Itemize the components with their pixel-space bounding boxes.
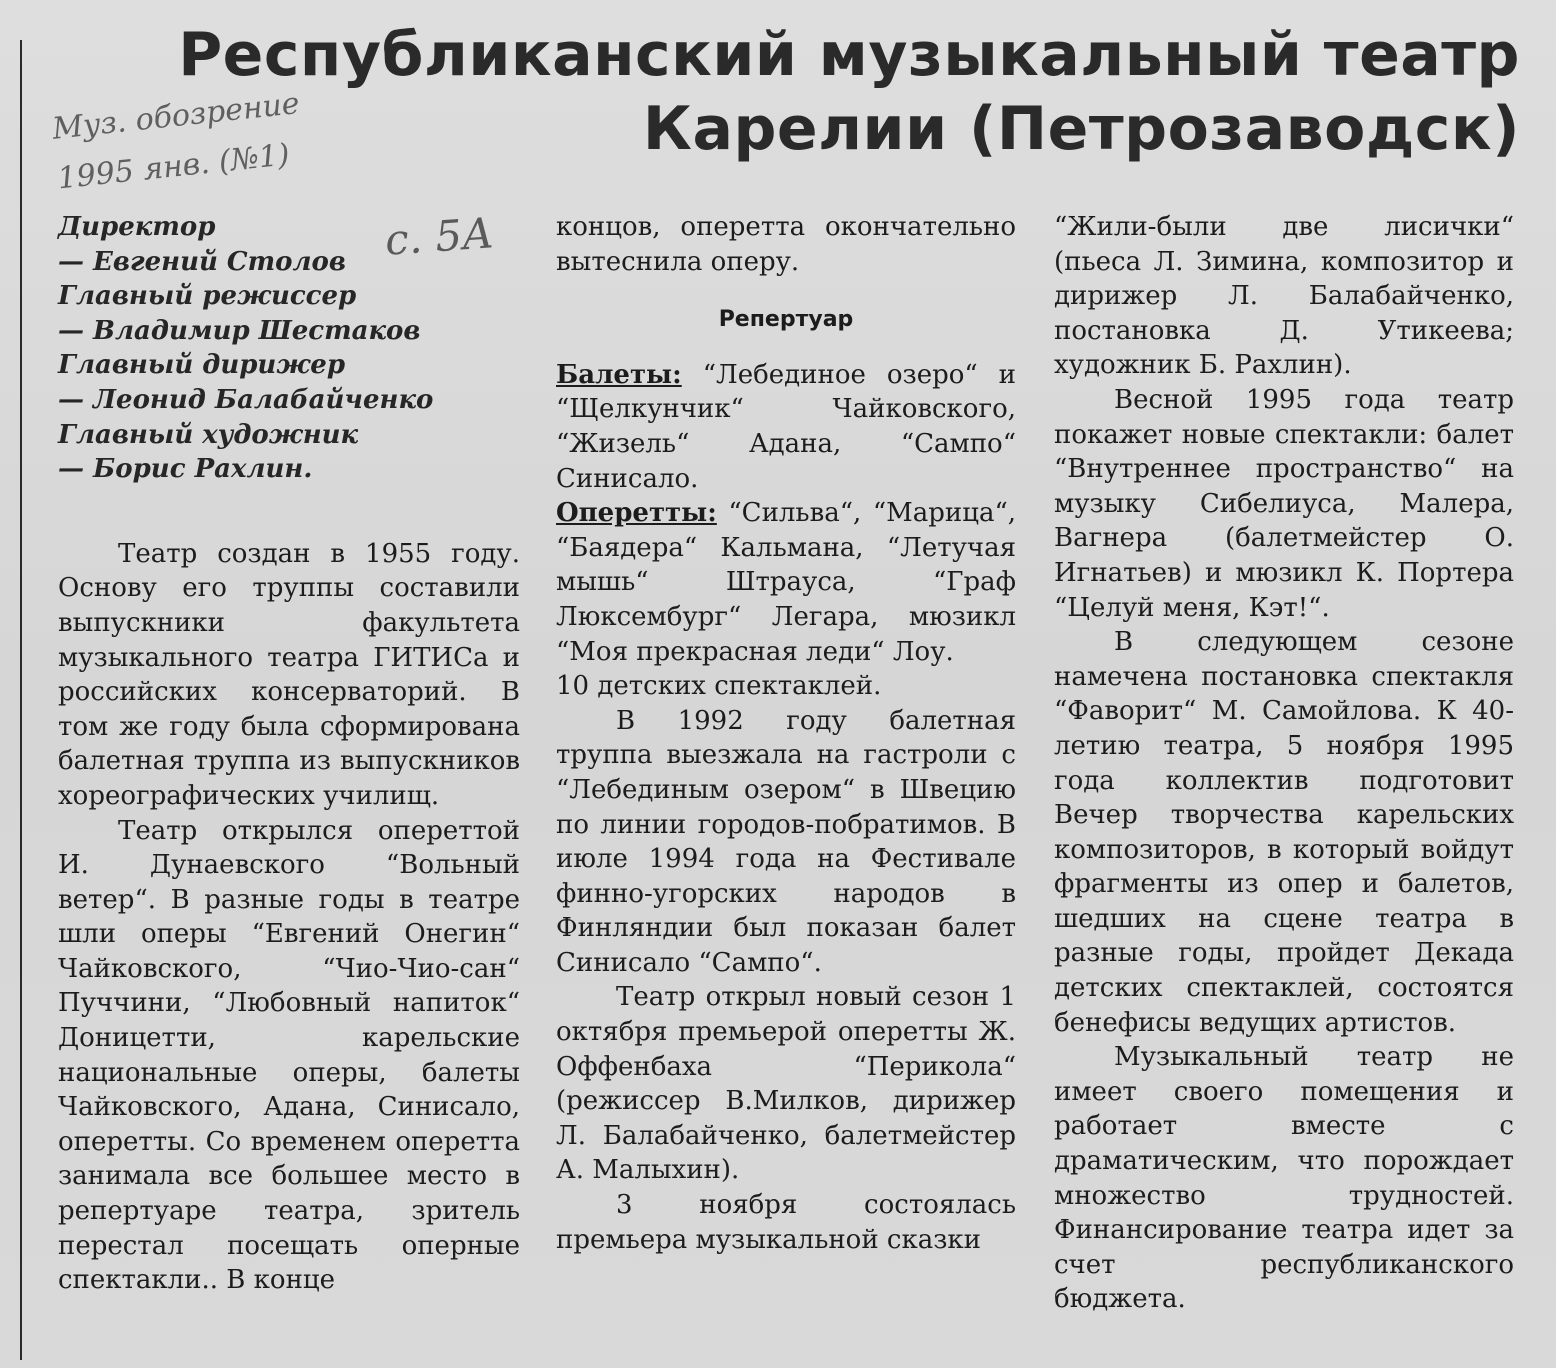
handwritten-page-ref: с. 5А <box>383 208 496 265</box>
staff-line: Директор <box>58 212 216 242</box>
operettas-text: “Сильва“, “Марица“, “Баядера“ Кальмана, “Летучая мышь“ Штрауса, “Граф Люксембург“ Легара, мюзикл “Моя прекрасная леди“ Лоу. <box>556 498 1016 667</box>
paragraph: концов, оперетта окончательно вытеснила оперу. <box>556 212 1016 277</box>
ballets-label: Балеты: <box>556 359 682 390</box>
handnote-line-2: 1995 янв. (№1) <box>55 137 292 197</box>
paragraph: 3 ноября состоялась премьера музыкальной сказки <box>556 1190 1016 1255</box>
repertoire-ballets <box>556 358 1016 496</box>
paragraph: “Жили-были две лисички“ (пьеса Л. Зимина, композитор и дирижер Л. Балабайченко, постановка Д. Утикеева; художник Б. Рахлин). <box>1054 212 1514 381</box>
staff-list <box>58 210 520 487</box>
ballets-text: “Лебединое озеро“ и “Щелкунчик“ Чайковского, “Жизель“ Адана, “Сампо“ Синисало. <box>556 359 1017 494</box>
section-heading-repertoire: Репертуар <box>718 307 854 333</box>
repertoire-children: 10 детских спектаклей. <box>556 671 882 702</box>
paragraph: Театр создан в 1955 году. Основу его труппы составили выпускники факультета музыкального театра ГИТИСа и российских консерваторий. В том же году была сформирована балетная труппа из выпускников хореографических училищ. <box>58 538 520 811</box>
headline-line-2: Карелии (Петрозаводск) <box>642 94 1520 164</box>
operettas-label: Оперетты: <box>556 498 717 529</box>
column-1 <box>58 210 520 1298</box>
repertoire-operettas <box>556 496 1016 669</box>
staff-line: — Евгений Столов <box>58 246 346 277</box>
paragraph: В следующем сезоне намечена постановка спектакля “Фаворит“ М. Самойлова. К 40-летию театра, 5 ноября 1995 года коллектив подготовит Вечер творчества карельских композиторов, в который войдут фрагменты из опер и балетов, шедших на сцене театра в разные годы, пройдет Декада детских спектаклей, состоятся бенефисы ведущих артистов. <box>1054 627 1514 1038</box>
paragraph: В 1992 году балетная труппа выезжала на гастроли с “Лебединым озером“ в Швецию по линии городов-побратимов. В июле 1994 года на Фестивале финно-угорских народов в Финляндии был показан балет Синисало “Сампо“. <box>556 705 1016 978</box>
column-2 <box>556 210 1016 1257</box>
staff-line: — Леонид Балабайченко <box>58 384 434 415</box>
headline-line-1: Республиканский музыкальный театр <box>178 20 1520 90</box>
staff-line: Главный режиссер <box>58 281 357 312</box>
paragraph: Весной 1995 года театр покажет новые спектакли: балет “Внутреннее пространство“ на музыку Сибелиуса, Малера, Вагнера (балетмейстер О. Игнатьев) и мюзикл К. Портера “Целуй меня, Кэт!“. <box>1054 384 1514 623</box>
staff-line: — Борис Рахлин. <box>58 454 313 485</box>
paragraph: Музыкальный театр не имеет своего помещения и работает вместе с драматическим, что порождает множество трудностей. Финансирование театра идет за счет республиканского бюджета. <box>1054 1042 1514 1315</box>
staff-line: Главный художник <box>58 419 359 450</box>
staff-line: — Владимир Шестаков <box>58 315 421 346</box>
paragraph: Театр открылся опереттой И. Дунаевского “Вольный ветер“. В разные годы в театре шли оперы “Евгений Онегин“ Чайковского, “Чио-Чио-сан“ Пуччини, “Любовный напиток“ Доницетти, карельские национальные оперы, балеты Чайковского, Адана, Синисало, оперетты. Со временем оперетта занимала все большее место в репертуаре театра, зритель перестал посещать оперные спектакли.. В конце <box>58 815 520 1296</box>
staff-line: Главный дирижер <box>58 350 346 381</box>
clipping-edge-line <box>20 40 22 1360</box>
column-3 <box>1054 210 1514 1317</box>
paragraph: Театр открыл новый сезон 1 октября премьерой оперетты Ж. Оффенбаха “Перикола“ (режиссер В.Милков, дирижер Л. Балабайченко, балетмейстер А. Малыхин). <box>556 982 1016 1186</box>
handnote-line-1: Муз. обозрение <box>50 86 302 147</box>
